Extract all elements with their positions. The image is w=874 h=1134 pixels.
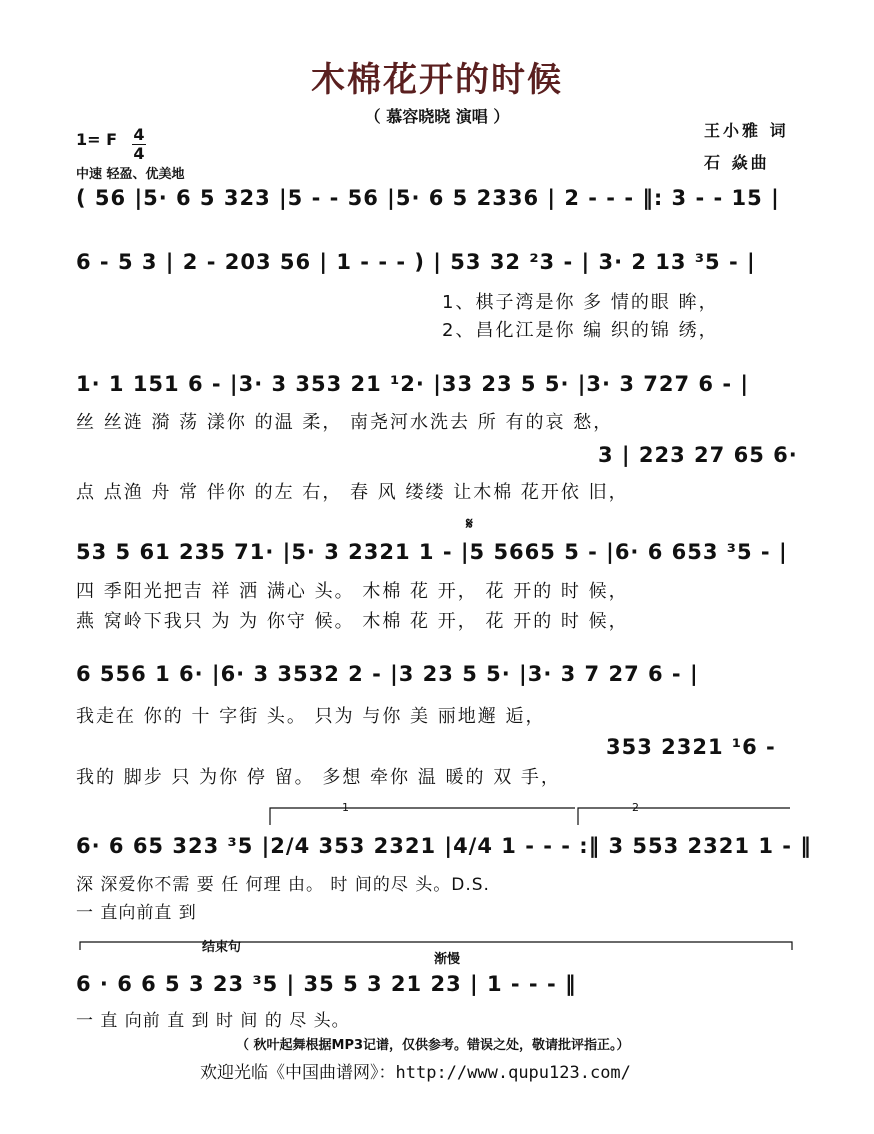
transcription-note: （ 秋叶起舞根据MP3记谱，仅供参考。错误之处，敬请批评指正。） [236, 1038, 630, 1053]
site-footer: 欢迎光临《中国曲谱网》：http://www.qupu123.com/ [200, 1063, 631, 1083]
time-signature-top: 4 [133, 125, 145, 144]
score-row-8-lyrics-verse2: 一 直向前直 到 [76, 903, 197, 923]
volta-2-bracket [578, 808, 790, 825]
score-row-3-notes: 1· 1 151 6 - |3· 3 353 21 ¹2· |33 23 5 5· |3· 3 727 6 - | [76, 372, 750, 396]
song-title: 木棉花开的时候 [311, 60, 563, 100]
score-row-2-lyrics-verse2: 2、昌化江是你 编 织的锦 绣， [442, 320, 719, 341]
segno-sign: 𝄋 [466, 514, 473, 533]
lyricist-credit: 王小雅 词 [704, 121, 789, 140]
score-row-1-notes: ( 56 |5· 6 5 323 |5 - - 56 |5· 6 5 2336 | 2 - - - ‖: 3 - - 15 | [76, 186, 780, 210]
song-subtitle: （ 慕容晓晓 演唱 ） [364, 107, 510, 126]
score-row-7-lyrics: 我的 脚步 只 为你 停 留。 多想 牵你 温 暖的 双 手， [76, 767, 561, 788]
score-row-9-notes: 6 · 6 6 5 3 23 ³5 | 35 5 3 21 23 | 1 - - - ‖ [76, 972, 577, 996]
score-row-9-lyrics: 一 直 向前 直 到 时 间 的 尽 头。 [76, 1011, 350, 1031]
time-signature-bottom: 4 [133, 144, 145, 163]
score-row-6-lyrics: 我走在 你的 十 字街 头。 只为 与你 美 丽地邂 逅， [76, 706, 546, 727]
composer-credit: 石 焱曲 [704, 153, 770, 172]
score-row-4-notes: 3 | 223 27 65 6· [598, 443, 798, 467]
ending-label: 结束句 [202, 940, 242, 955]
score-row-8-notes: 6· 6 65 323 ³5 |2/4 353 2321 |4/4 1 - - - :‖ 3 553 2321 1 - ‖ [76, 834, 812, 858]
ritardando-label: 渐慢 [434, 952, 461, 967]
volta-1-label: 1 [342, 801, 349, 814]
key-signature: 1= F [76, 130, 118, 149]
volta-1-bracket [270, 808, 575, 825]
volta-2-label: 2 [632, 801, 639, 814]
score-row-5-notes: 53 5 61 235 71· |5· 3 2321 1 - |5 5665 5 - |6· 6 653 ³5 - | [76, 540, 788, 564]
score-row-5-lyrics-verse2: 燕 窝岭下我只 为 为 你守 候。 木棉 花 开， 花 开的 时 候， [76, 611, 629, 632]
score-row-4-lyrics: 点 点渔 舟 常 伴你 的左 右， 春 风 缕缕 让木棉 花开依 旧， [76, 482, 629, 503]
score-row-6-notes: 6 556 1 6· |6· 3 3532 2 - |3 23 5 5· |3· 3 7 27 6 - | [76, 662, 699, 686]
ending-bracket [80, 942, 792, 950]
score-row-8-lyrics-verse1: 深 深爱你不需 要 任 何理 由。 时 间的尽 头。D.S. [76, 875, 490, 895]
score-row-5-lyrics-verse1: 四 季阳光把吉 祥 洒 满心 头。 木棉 花 开， 花 开的 时 候， [76, 581, 629, 602]
score-row-2-lyrics-verse1: 1、棋子湾是你 多 情的眼 眸， [442, 292, 719, 313]
tempo-marking: 中速 轻盈、优美地 [76, 167, 185, 182]
score-row-3-lyrics: 丝 丝涟 漪 荡 漾你 的温 柔， 南尧河水洗去 所 有的哀 愁， [76, 412, 614, 433]
score-row-7-notes: 353 2321 ¹6 - [606, 735, 776, 759]
score-row-2-notes: 6 - 5 3 | 2 - 203 56 | 1 - - - ) | 53 32 ²3 - | 3· 2 13 ³5 - | [76, 250, 756, 274]
